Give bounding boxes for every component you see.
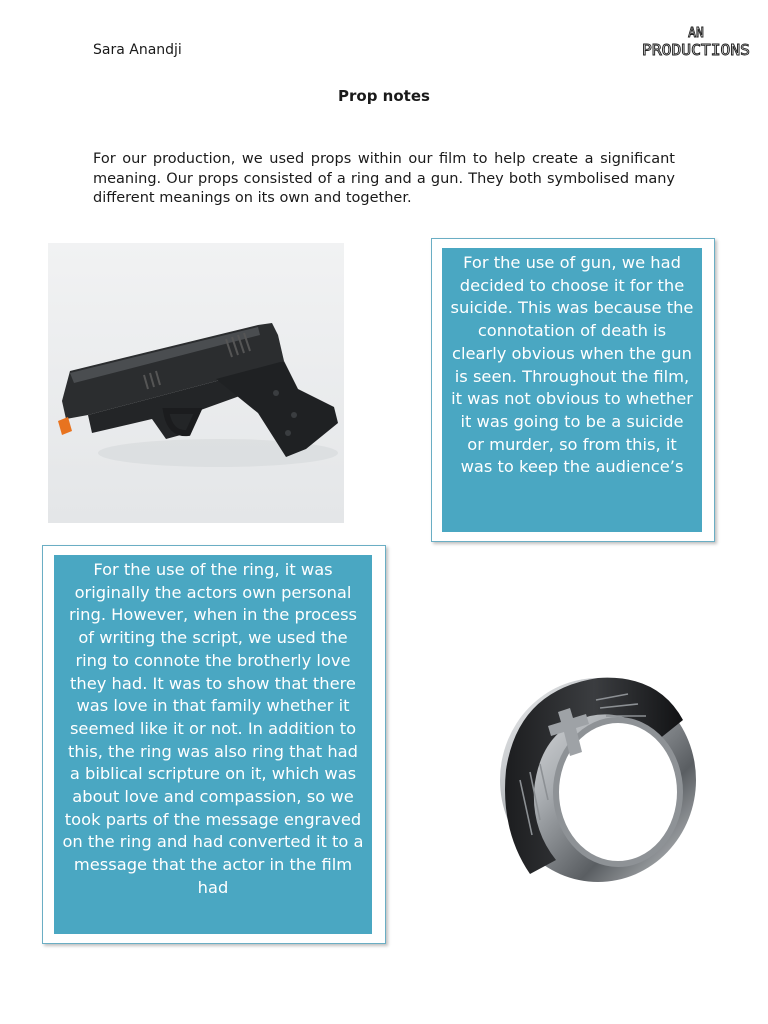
- ring-note-frame: [42, 545, 386, 944]
- svg-text:AN: AN: [688, 26, 704, 41]
- ring-photo: [478, 660, 698, 890]
- productions-logo: [640, 22, 752, 62]
- gun-photo: [48, 243, 344, 523]
- ring-note-text: For the use of the ring, it was originally the actors own personal ring. However, when in the process of writing the script, we used the ring to connote the brotherly love they had. It was to show that there was love in that family whether it seemed like it or not. In addition to this, the ring was also ring that had a biblical scripture on it, which was about love and compassion, so we took parts of the message engraved on the ring and had converted it to a message that the actor in the film had: [54, 555, 372, 934]
- gun-note-text: For the use of gun, we had decided to choose it for the suicide. This was because the connotation of death is clearly obvious when the gun is seen. Throughout the film, it was not obvious to whether it was going to be a suicide or murder, so from this, it was to keep the audience’s: [442, 248, 702, 532]
- author-name: Sara Anandji: [93, 42, 182, 58]
- intro-paragraph: For our production, we used props within our film to help create a significant meaning. Our props consisted of a ring and a gun. They both symbolised many different meanings on its own and together.: [93, 151, 675, 206]
- svg-text:PRODUCTIONS: PRODUCTIONS: [642, 41, 750, 59]
- page-title: Prop notes: [338, 87, 430, 105]
- gun-note-frame: [431, 238, 715, 542]
